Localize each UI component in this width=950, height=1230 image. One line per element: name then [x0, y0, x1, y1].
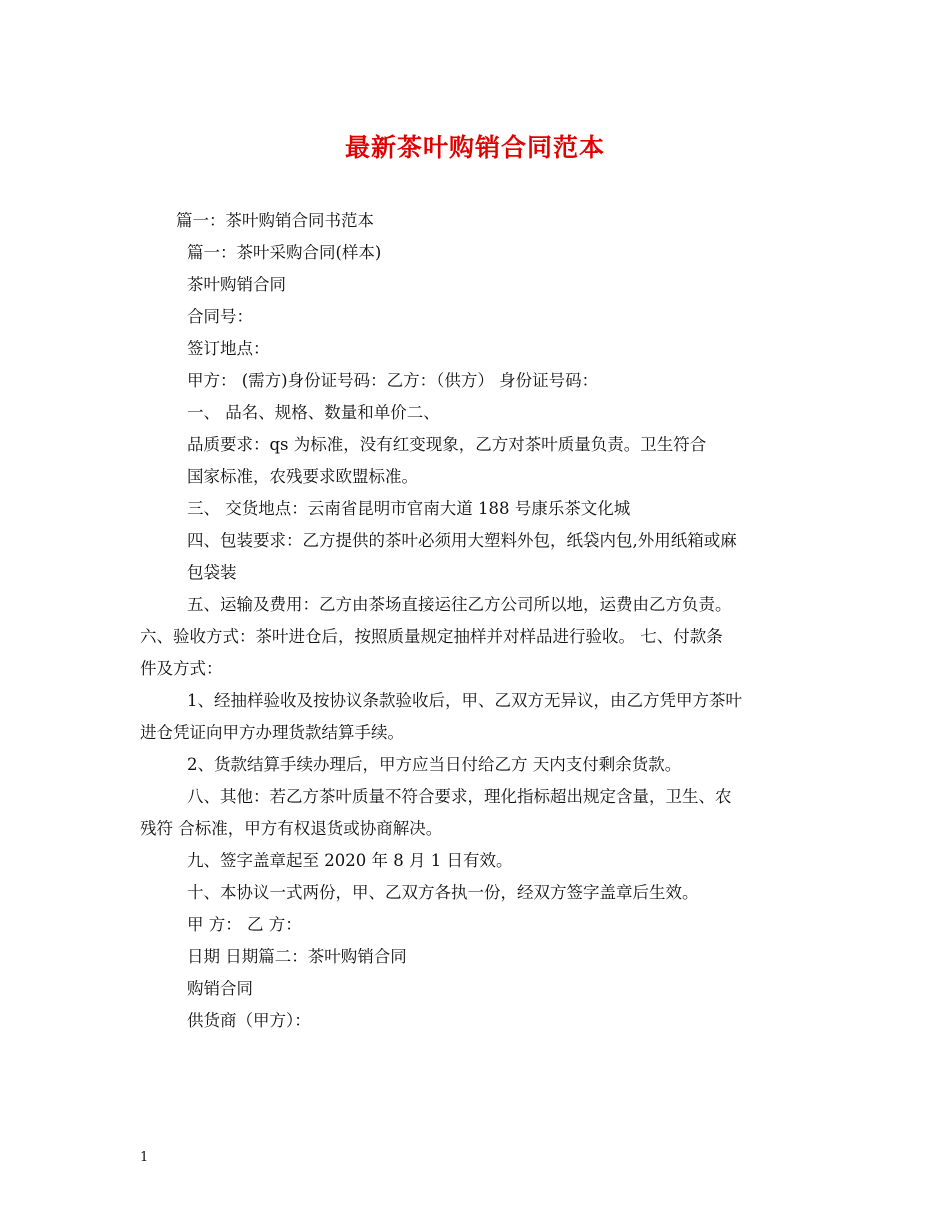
text-line: 六、验收方式：茶叶进仓后，按照质量规定抽样并对样品进行验收。 七、付款条: [140, 627, 723, 646]
text-line: 品质要求：qs 为标准，没有红变现象，乙方对茶叶质量负责。卫生符合: [187, 435, 707, 454]
text-line: 甲 方： 乙 方：: [187, 915, 302, 934]
text-line: 十、本协议一式两份，甲、乙双方各执一份，经双方签字盖章后生效。: [187, 883, 699, 902]
text-line: 国家标准，农残要求欧盟标准。: [187, 467, 418, 486]
text-line: 九、签字盖章起至 2020 年 8 月 1 日有效。: [187, 851, 513, 870]
text-line: 篇一：茶叶采购合同(样本): [187, 243, 382, 262]
text-line: 残符 合标准，甲方有权退货或协商解决。: [140, 819, 443, 838]
text-line: 合同号：: [187, 307, 253, 326]
text-line: 三、 交货地点：云南省昆明市官南大道 188 号康乐茶文化城: [187, 499, 631, 518]
text-line: 五、运输及费用：乙方由茶场直接运往乙方公司所以地，运费由乙方负责。: [187, 595, 732, 614]
document-body: [140, 205, 812, 1037]
text-line: 甲方： (需方)身份证号码：乙方：（供方） 身份证号码：: [187, 371, 599, 390]
text-line: 供货商（甲方）：: [187, 1011, 311, 1030]
text-line: 四、包装要求：乙方提供的茶叶必须用大塑料外包，纸袋内包,外用纸箱或麻: [187, 531, 737, 550]
text-line: 1、经抽样验收及按协议条款验收后，甲、乙双方无异议，由乙方凭甲方茶叶: [187, 691, 742, 710]
document-title: 最新茶叶购销合同范本: [344, 133, 605, 162]
text-line: 包袋装: [187, 563, 237, 582]
text-line: 进仓凭证向甲方办理货款结算手续。: [140, 723, 404, 742]
text-line: 八、其他：若乙方茶叶质量不符合要求，理化指标超出规定含量，卫生、农: [187, 787, 732, 806]
text-line: 茶叶购销合同: [187, 275, 286, 294]
text-line: 一、 品名、规格、数量和单价二、: [187, 403, 440, 422]
text-line: 签订地点：: [187, 339, 270, 358]
text-line: 件及方式：: [140, 659, 223, 678]
page-number: 1: [140, 1150, 149, 1165]
text-line: 购销合同: [187, 979, 253, 998]
text-line: 2、货款结算手续办理后，甲方应当日付给乙方 天内支付剩余货款。: [187, 755, 682, 774]
text-line: 日期 日期篇二：茶叶购销合同: [187, 947, 407, 966]
text-line: 篇一：茶叶购销合同书范本: [176, 211, 374, 230]
